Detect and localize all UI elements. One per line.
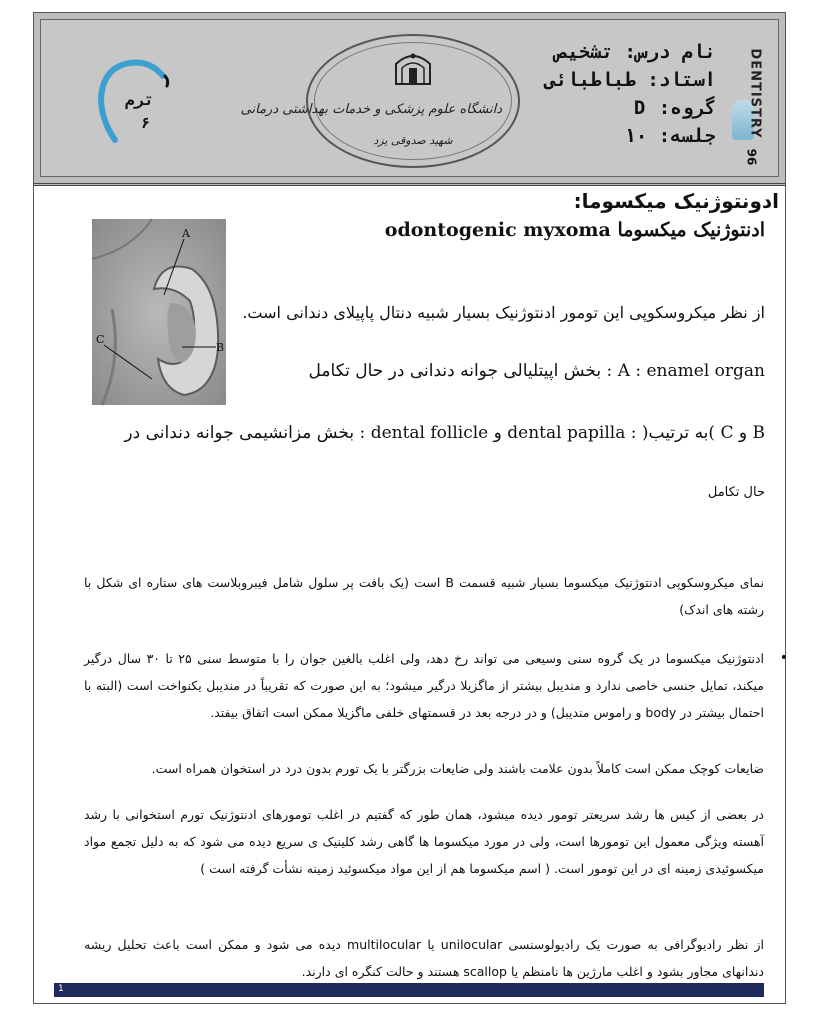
dentistry-badge [718,40,768,170]
header-band [34,13,785,186]
university-subtitle: شهید صدوقی یزد [373,134,453,147]
term-label: ترم [125,90,154,109]
teacher-name: استاد: طباطبائی [544,69,716,91]
section-title: ادونتوژنیک میکسوما: [573,189,779,213]
document-page [33,12,786,1004]
university-logo [240,34,520,168]
paragraph-symptoms: ضایعات کوچک ممکن است کاملاً بدون علامت باشند ولی ضایعات بزرگتر با یک تورم بدون درد در استخوان همراه است. [151,761,764,776]
session-label: جلسه: ۱۰ [624,125,716,147]
paragraph-epidemiology [84,645,788,726]
dentistry-badge-text: DENTISTRY [747,48,763,139]
paragraph-radiography: از نظر رادیوگرافی به صورت یک رادیولوسنسی unilocular یا multilocular دیده می شود و ممکن است باعث تحلیل ریشه دندانهای مجاور بشود و اغلب مارژین ها نامنظم یا scallop هستند و حالت کنگره ای دارند. [84,937,765,979]
figure-label-c: C [96,333,105,346]
figure-caption-a: A : enamel organ : بخش اپیتلیالی جوانه دندانی در حال تکامل [308,361,765,381]
term-number: ۶ [141,114,151,132]
paragraph-growth: در بعضی از کیس ها رشد سریعتر تومور دیده میشود، همان طور که گفتیم در اغلب تومورهای ادنتوژنیک تورم استخوانی با رشد آهسته ویژگی معمول این تومورها است، ولی در مورد میکسوما ها گاهی رشد کلینیک ی سریع دیده می شود که به دلیل تجمع مواد میکسوئیدی زمینه ای در این تومور است. ( اسم میکسوما هم از این مواد میکسوئید زمینه نشأت گرفته است ) [84,807,764,876]
university-emblem-icon [392,50,434,86]
paragraph-epidemiology-text: ادنتوژنیک میکسوما در یک گروه سنی وسیعی می تواند رخ دهد، ولی اغلب بالغین جوان را با متوسط سنی ۲۵ تا ۳۰ سال درگیر میکند، تمایل جنسی خاصی ندارد و مندیبل بیشتر از ماگزیلا درگیر میشود؛ به این صورت که تقریباً در مندیبل یکنواخت است (البته با احتمال بیشتر در body و راموس مندیبل) و در درجه بعد در قسمتهای خلفی ماگزیلا ممکن است اتفاق بیفتد. [84,651,764,720]
footer-bar [54,983,764,997]
figure-caption-intro: از نظر میکروسکوپی این تومور ادنتوژنیک بسیار شبیه دنتال پاپیلای دندانی است. [242,303,765,322]
bullet-icon: • [779,650,788,666]
course-info [486,38,716,150]
figure-label-b: B [216,341,225,354]
figure-caption-bc-end: حال تکامل [707,485,765,500]
group-label: گروه: D [633,97,716,119]
page-number: 1 [58,984,64,994]
dentistry-badge-number: 96 [744,148,759,166]
tooth-germ-micrograph [92,219,226,405]
header-frame [40,19,779,177]
figure-label-a: A [182,227,190,240]
course-name: نام درس: تشخیص [555,41,716,63]
section-subtitle: odontogenic myxoma ادنتوژنیک میکسوما [384,219,765,241]
university-name: دانشگاه علوم پزشکی و خدمات بهداشتی درمانی [240,102,502,117]
figure-caption-bc: B و C )به ترتیب( : dental papilla و dental follicle : بخش مزانشیمی جوانه دندانی در [124,423,765,443]
paragraph-microscopy: نمای میکروسکوپی ادنتوژنیک میکسوما بسیار شبیه قسمت B است (یک بافت پر سلول شامل فیبروبلاست های ستاره ای شکل با رشته های اندک) [84,575,764,617]
